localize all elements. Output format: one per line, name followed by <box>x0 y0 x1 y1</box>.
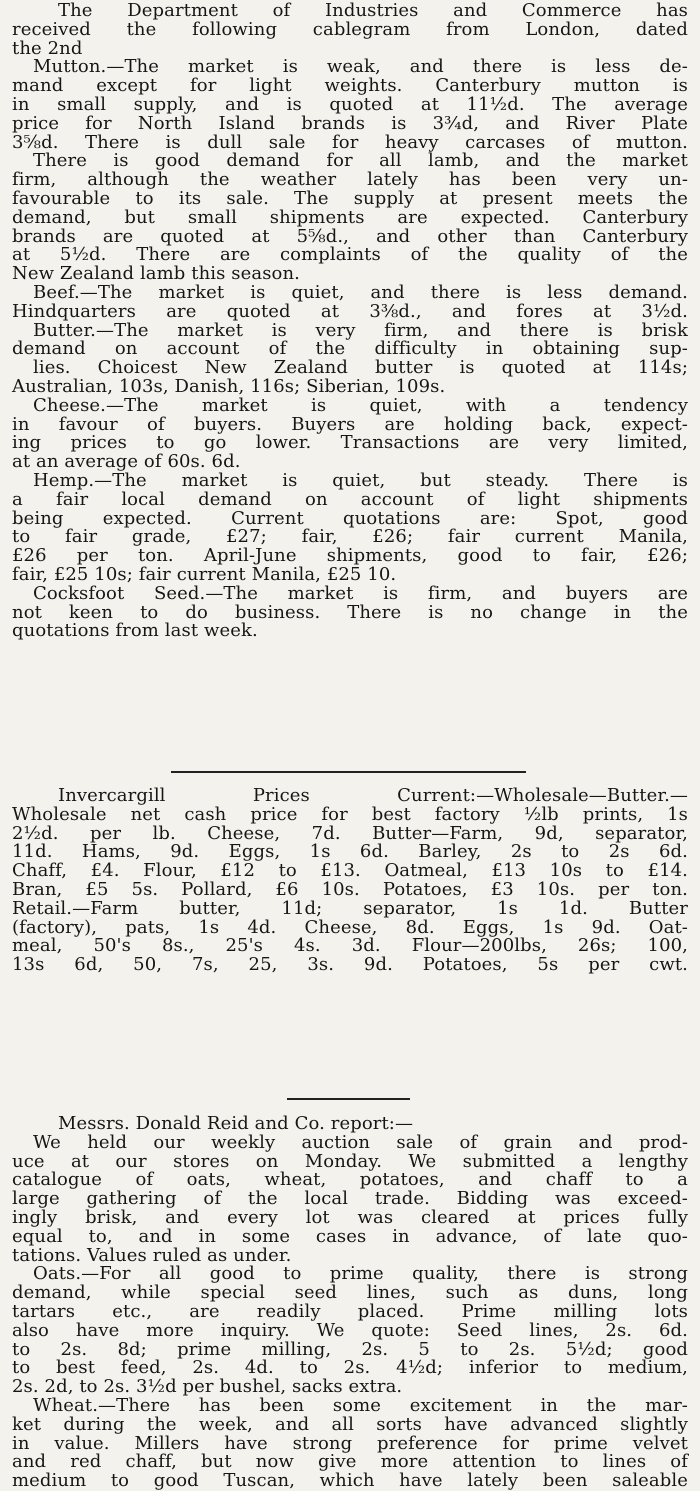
article-line: uce at our stores on Monday. We submitted a lengthy <box>12 1152 688 1172</box>
article-line: quotations from last week. <box>12 622 258 642</box>
article-line: equal to, and in some cases in advance, of late quo- <box>12 1227 688 1247</box>
article-line: mand except for light weights. Canterbury mutton is <box>12 77 688 96</box>
article-line: meal, 50's 8s., 25's 4s. 3d. Flour—200lbs, 26s; 100, <box>12 937 688 957</box>
article-line: Butter.—The market is very firm, and there is brisk <box>33 321 688 341</box>
article-line: to fair grade, £27; fair, £26; fair current Manila, <box>12 528 688 548</box>
article-line: 3⅝d. There is dull sale for heavy carcases of mutton. <box>12 133 688 153</box>
article-line: Invercargill Prices Current:—Wholesale—Butter.— <box>58 787 688 806</box>
article-line: 2s. 2d, to 2s. 3½d per bushel, sacks extra. <box>12 1378 403 1397</box>
article-line: lies. Choicest New Zealand butter is quoted at 114s; <box>33 359 688 378</box>
article-line: being expected. Current quotations are: Spot, good <box>12 509 688 529</box>
article-line: at an average of 60s. 6d. <box>12 453 241 472</box>
article-line: ket during the week, and all sorts have advanced slightly <box>12 1415 688 1435</box>
article-line: to 2s. 8d; prime milling, 2s. 5 to 2s. 5½d; good <box>12 1340 688 1360</box>
article-line: the 2nd <box>12 39 83 59</box>
article-line: brands are quoted at 5⅝d., and other than Canterbury <box>12 227 688 247</box>
article-line: in value. Millers have strong preference for prime velvet <box>12 1434 688 1454</box>
article-line: Hemp.—The market is quiet, but steady. There is <box>33 471 688 491</box>
article-line: in favour of buyers. Buyers are holding back, expect- <box>12 415 688 435</box>
article-line: received the following cablegram from London, dated <box>12 20 688 40</box>
article-line: Cocksfoot Seed.—The market is firm, and buyers are <box>33 584 688 604</box>
article-line: demand, but small shipments are expected. Canterbury <box>12 208 688 228</box>
article-line: and red chaff, but now give more attention to lines of <box>12 1453 688 1473</box>
article-line: Bran, £5 5s. Pollard, £6 10s. Potatoes, £3 10s. per ton. <box>12 880 688 900</box>
article-line: demand, while special seed lines, such as duns, long <box>12 1284 688 1303</box>
article-line: not keen to do business. There is no change in the <box>12 603 688 623</box>
article-line: in small supply, and is quoted at 11½d. The average <box>12 95 688 115</box>
article-line: to best feed, 2s. 4d. to 2s. 4½d; inferior to medium, <box>12 1359 688 1379</box>
commerce-cablegram-article <box>0 2 700 641</box>
article-line: Chaff, £4. Flour, £12 to £13. Oatmeal, £13 10s to £14. <box>12 862 688 881</box>
article-line: We held our weekly auction sale of grain and prod- <box>33 1133 688 1153</box>
article-line: The Department of Industries and Commerce has <box>58 2 688 21</box>
article-line: 11d. Hams, 9d. Eggs, 1s 6d. Barley, 2s to 2s 6d. <box>12 843 688 863</box>
article-line: There is good demand for all lamb, and the market <box>33 152 688 172</box>
article-line: Oats.—For all good to prime quality, there is strong <box>33 1265 688 1285</box>
article-line: Retail.—Farm butter, 11d; separator, 1s 1d. Butter <box>12 899 688 919</box>
article-line: large gathering of the local trade. Bidding was exceed- <box>12 1190 688 1209</box>
article-line: Wholesale net cash price for best factory ½lb prints, 1s <box>12 805 688 825</box>
article-line: tations. Values ruled as under. <box>12 1246 292 1266</box>
article-line: catalogue of oats, wheat, potatoes, and chaff to a <box>12 1171 688 1191</box>
article-line: favourable to its sale. The supply at present meets the <box>12 189 688 209</box>
article-line: medium to good Tuscan, which have lately been saleable <box>12 1472 688 1491</box>
article-line: Beef.—The market is quiet, and there is less demand. <box>33 283 688 303</box>
invercargill-prices-article <box>0 787 700 975</box>
article-line: Cheese.—The market is quiet, with a tendency <box>33 396 688 416</box>
article-line: tartars etc., are readily placed. Prime milling lots <box>12 1302 688 1322</box>
donald-reid-report-article <box>0 1115 700 1491</box>
article-line: Australian, 103s, Danish, 116s; Siberian, 109s. <box>12 377 446 397</box>
article-line: a fair local demand on account of light shipments <box>12 490 688 510</box>
article-line: 13s 6d, 50, 7s, 25, 3s. 9d. Potatoes, 5s per cwt. <box>12 956 688 975</box>
article-line: ingly brisk, and every lot was cleared at prices fully <box>12 1208 688 1228</box>
article-line: fair, £25 10s; fair current Manila, £25 10. <box>12 565 397 585</box>
article-line: price for North Island brands is 3¾d, and River Plate <box>12 114 688 134</box>
article-line: at 5½d. There are complaints of the quality of the <box>12 246 688 266</box>
article-line: 2½d. per lb. Cheese, 7d. Butter—Farm, 9d, separator, <box>12 824 688 844</box>
article-line: firm, although the weather lately has been very un- <box>12 171 688 190</box>
article-line: Messrs. Donald Reid and Co. report:— <box>58 1115 414 1134</box>
article-line: ing prices to go lower. Transactions are very limited, <box>12 434 688 454</box>
section-divider <box>287 1098 410 1100</box>
article-line: £26 per ton. April-June shipments, good to fair, £26; <box>12 547 688 566</box>
article-line: New Zealand lamb this season. <box>12 265 300 284</box>
section-divider <box>171 771 526 773</box>
article-line: demand on account of the difficulty in obtaining sup- <box>12 340 688 360</box>
article-line: (factory), pats, 1s 4d. Cheese, 8d. Eggs, 1s 9d. Oat- <box>12 918 688 938</box>
article-line: Mutton.—The market is weak, and there is less de- <box>33 58 688 78</box>
article-line: Hindquarters are quoted at 3⅜d., and fores at 3½d. <box>12 302 688 322</box>
article-line: Wheat.—There has been some excitement in the mar- <box>33 1396 688 1416</box>
article-line: also have more inquiry. We quote: Seed lines, 2s. 6d. <box>12 1321 688 1341</box>
